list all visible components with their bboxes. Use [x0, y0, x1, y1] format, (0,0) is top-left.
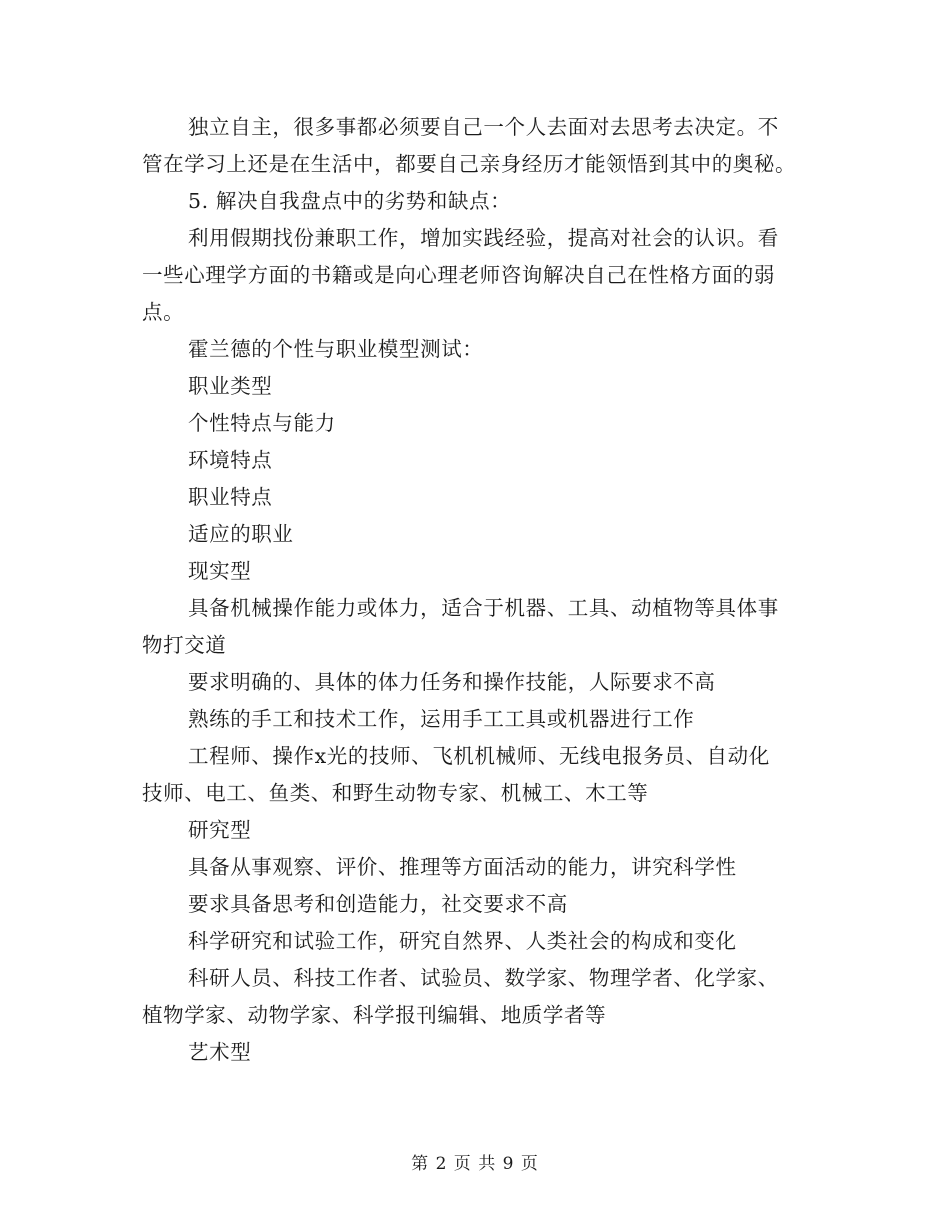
table-header-line: 环境特点 [188, 448, 273, 472]
paragraph-line: 科学研究和试验工作，研究自然界、人类社会的构成和变化 [188, 929, 737, 953]
document-body [142, 109, 802, 1071]
paragraph-line: 技师、电工、鱼类、和野生动物专家、机械工、木工等 [142, 781, 649, 805]
type-heading: 研究型 [188, 818, 252, 842]
paragraph-line: 利用假期找份兼职工作，增加实践经验，提高对社会的认识。看 [188, 226, 779, 250]
paragraph-line: 霍兰德的个性与职业模型测试： [188, 337, 484, 361]
paragraph-line: 要求明确的、具体的体力任务和操作技能，人际要求不高 [188, 670, 716, 694]
table-header-line: 适应的职业 [188, 522, 294, 546]
type-heading: 现实型 [188, 559, 252, 583]
type-heading: 艺术型 [188, 1040, 252, 1064]
paragraph-line: 科研人员、科技工作者、试验员、数学家、物理学者、化学家、 [188, 966, 779, 990]
paragraph-line: 点。 [142, 300, 185, 324]
paragraph-line: 熟练的手工和技术工作，运用手工工具或机器进行工作 [188, 707, 695, 731]
table-header-line: 个性特点与能力 [188, 411, 336, 435]
paragraph-line: 植物学家、动物学家、科学报刊编辑、地质学者等 [142, 1003, 607, 1027]
table-header-line: 职业特点 [188, 485, 273, 509]
page-number-footer: 第 2 页 共 9 页 [411, 1154, 539, 1174]
section-heading: 5. 解决自我盘点中的劣势和缺点： [188, 189, 512, 213]
paragraph-line: 独立自主，很多事都必须要自己一个人去面对去思考去决定。不 [188, 115, 779, 139]
paragraph-line: 物打交道 [142, 633, 227, 657]
paragraph-line: 一些心理学方面的书籍或是向心理老师咨询解决自己在性格方面的弱 [142, 263, 775, 287]
paragraph-line: 具备机械操作能力或体力，适合于机器、工具、动植物等具体事 [188, 596, 779, 620]
paragraph-line: 管在学习上还是在生活中，都要自己亲身经历才能领悟到其中的奥秘。 [142, 152, 797, 176]
paragraph-line: 具备从事观察、评价、推理等方面活动的能力，讲究科学性 [188, 855, 737, 879]
paragraph-line: 要求具备思考和创造能力，社交要求不高 [188, 892, 568, 916]
table-header-line: 职业类型 [188, 374, 273, 398]
paragraph-line: 工程师、操作x光的技师、飞机机械师、无线电报务员、自动化 [188, 744, 770, 768]
